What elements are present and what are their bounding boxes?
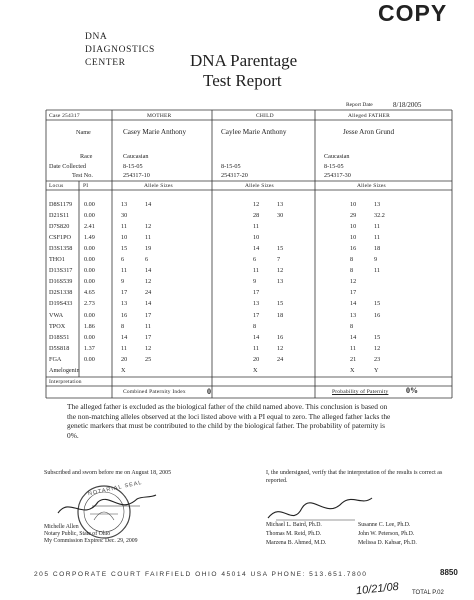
lab-name-line3: CENTER bbox=[85, 58, 126, 68]
allele-c-1: 11 bbox=[253, 267, 259, 275]
report-date-label: Report Date bbox=[346, 102, 373, 108]
locus-name: D7S820 bbox=[49, 223, 70, 231]
allele-m-2: 14 bbox=[145, 201, 152, 208]
staff-1-right: Susanne C. Lee, Ph.D. bbox=[358, 522, 411, 528]
allele-c-1: 20 bbox=[253, 355, 260, 363]
allele-m-2: 17 bbox=[145, 311, 152, 319]
allele-c-1: X bbox=[253, 366, 258, 374]
allele-m-1: 14 bbox=[121, 333, 128, 341]
allele-c-1: 14 bbox=[253, 333, 260, 341]
allele-f-2: 11 bbox=[374, 223, 380, 231]
allele-m-2: 19 bbox=[145, 245, 152, 253]
locus-name: Amelogenin bbox=[49, 366, 80, 374]
notary-seal-text: NOTARIAL SEAL bbox=[87, 479, 144, 498]
allele-f-1: 12 bbox=[350, 278, 357, 286]
allele-c-1: 11 bbox=[253, 223, 259, 231]
child-date: 8-15-05 bbox=[221, 163, 241, 170]
allele-f-2: 15 bbox=[374, 333, 381, 341]
staff-3-right: Melissa D. Kahsar, Ph.D. bbox=[358, 540, 417, 546]
allele-m-1: 11 bbox=[121, 344, 127, 352]
allele-f-1: 29 bbox=[350, 212, 357, 220]
notary-name: Michelle Allen bbox=[44, 524, 79, 530]
allele-m-1: 15 bbox=[121, 245, 128, 253]
allele-c-1: 14 bbox=[253, 245, 260, 253]
locus-pi: 0.00 bbox=[84, 212, 95, 220]
allele-m-2: 11 bbox=[145, 234, 151, 242]
allele-f-1: 13 bbox=[350, 311, 357, 319]
allele-f-2: 15 bbox=[374, 300, 381, 308]
allele-c-1: 6 bbox=[253, 256, 257, 264]
mother-date: 8-15-05 bbox=[123, 163, 143, 170]
allele-f-1: 10 bbox=[350, 223, 357, 231]
locus-pi: 1.86 bbox=[84, 322, 95, 330]
locus-pi: 1.37 bbox=[84, 344, 95, 352]
footer-address: 205 CORPORATE COURT FAIRFIELD OHIO 45014 USA PHONE: 513.651.7800 bbox=[34, 571, 368, 578]
locus-pi: 0.00 bbox=[84, 256, 95, 264]
locus-pi: 0.00 bbox=[84, 245, 95, 253]
col-header-child: CHILD bbox=[256, 113, 274, 119]
locus-name: FGA bbox=[49, 355, 62, 363]
locus-name: D8S1179 bbox=[49, 201, 73, 208]
allele-c-1: 17 bbox=[253, 311, 260, 319]
locus-name: D18S51 bbox=[49, 333, 70, 341]
mother-name: Casey Marie Anthony bbox=[123, 128, 187, 136]
allele-m-2: 25 bbox=[145, 355, 152, 363]
allele-m-2: 12 bbox=[145, 278, 152, 286]
allele-m-1: 17 bbox=[121, 289, 128, 297]
allele-f-1: 16 bbox=[350, 245, 357, 253]
allele-header-mother: Allele Sizes bbox=[144, 183, 173, 189]
father-name: Jesse Aron Grund bbox=[343, 128, 395, 136]
locus-pi: 4.65 bbox=[84, 289, 95, 297]
locus-pi: 2.41 bbox=[84, 223, 95, 231]
father-race: Caucasian bbox=[324, 153, 350, 160]
allele-c-1: 10 bbox=[253, 234, 260, 242]
allele-c-2: 13 bbox=[277, 278, 284, 286]
allele-m-1: X bbox=[121, 366, 126, 374]
allele-f-2: 32.2 bbox=[374, 212, 385, 220]
locus-pi: 0.00 bbox=[84, 311, 95, 319]
row-label-race: Race bbox=[80, 153, 93, 160]
locus-name: D2S1338 bbox=[49, 289, 73, 297]
allele-c-1: 9 bbox=[253, 278, 257, 286]
locus-pi: 2.73 bbox=[84, 300, 95, 308]
handwritten-date: 10/21/08 bbox=[355, 580, 400, 598]
case-number: Case 254317 bbox=[49, 113, 80, 119]
child-name: Caylee Marie Anthony bbox=[221, 128, 287, 136]
locus-name: D21S11 bbox=[49, 212, 70, 220]
fax-mark: 8850 bbox=[440, 568, 458, 577]
allele-f-2: 11 bbox=[374, 267, 380, 275]
cpi-value: 0 bbox=[207, 387, 211, 396]
mother-race: Caucasian bbox=[123, 153, 149, 160]
allele-c-1: 13 bbox=[253, 300, 260, 308]
allele-m-2: 11 bbox=[145, 322, 151, 330]
allele-c-1: 11 bbox=[253, 344, 259, 352]
allele-f-2: 23 bbox=[374, 355, 381, 363]
allele-m-1: 20 bbox=[121, 355, 128, 363]
allele-m-2: 17 bbox=[145, 333, 152, 341]
fax-total: TOTAL P.02 bbox=[412, 590, 444, 596]
allele-m-1: 11 bbox=[121, 267, 127, 275]
allele-f-1: 8 bbox=[350, 322, 354, 330]
allele-f-2: 16 bbox=[374, 311, 381, 319]
lab-name-line1: DNA bbox=[85, 32, 108, 42]
allele-c-2: 15 bbox=[277, 300, 284, 308]
probability-value: 0% bbox=[406, 386, 418, 395]
allele-f-1: 8 bbox=[350, 267, 354, 275]
report-title-line1: DNA Parentage bbox=[190, 51, 298, 70]
pi-header: PI bbox=[83, 183, 89, 189]
allele-f-2: 9 bbox=[374, 256, 378, 264]
locus-name: TPOX bbox=[49, 322, 66, 330]
allele-m-2: 12 bbox=[145, 223, 152, 231]
row-label-name: Name bbox=[76, 129, 91, 136]
allele-f-1: 14 bbox=[350, 300, 357, 308]
allele-c-2: 12 bbox=[277, 344, 284, 352]
locus-name: VWA bbox=[49, 311, 64, 319]
allele-f-2: 13 bbox=[374, 201, 381, 208]
locus-name: D5S818 bbox=[49, 344, 70, 352]
sworn-statement: Subscribed and sworn before me on August 18, 2005 bbox=[44, 470, 172, 476]
allele-f-1: X bbox=[350, 366, 355, 374]
allele-f-1: 21 bbox=[350, 355, 357, 363]
copy-stamp: COPY bbox=[378, 0, 448, 26]
allele-m-2: 14 bbox=[145, 267, 152, 275]
row-label-date: Date Collected bbox=[49, 163, 86, 170]
allele-c-2: 15 bbox=[277, 245, 284, 253]
allele-header-child: Allele Sizes bbox=[245, 183, 274, 189]
allele-m-1: 30 bbox=[121, 212, 128, 220]
verification-statement: I, the undersigned, verify that the interpretation of the results is correct as reported. bbox=[266, 470, 443, 484]
allele-f-2: 18 bbox=[374, 245, 381, 253]
locus-name: D19S433 bbox=[49, 300, 73, 308]
allele-c-1: 28 bbox=[253, 212, 260, 220]
allele-m-2: 12 bbox=[145, 344, 152, 352]
allele-header-father: Allele Sizes bbox=[357, 183, 386, 189]
allele-c-2: 18 bbox=[277, 311, 284, 319]
locus-pi: 0.00 bbox=[84, 267, 95, 275]
mother-test: 254317-10 bbox=[123, 172, 150, 179]
allele-c-2: 24 bbox=[277, 355, 284, 363]
allele-c-2: 12 bbox=[277, 267, 284, 275]
locus-pi: 0.00 bbox=[84, 355, 95, 363]
conclusion-paragraph: The alleged father is excluded as the biological father of the child named above. This conclusion is based on the non-matching alleles observed at the loci listed above with a PI equal to zero. The alleged father lacks the genetic markers that must be contributed to the child by the biological father. The probability of paternity is 0%. bbox=[67, 402, 391, 440]
allele-m-2: 24 bbox=[145, 289, 152, 297]
locus-name: D3S1358 bbox=[49, 245, 73, 253]
allele-m-1: 16 bbox=[121, 311, 128, 319]
locus-pi: 0.00 bbox=[84, 278, 95, 286]
allele-f-2: Y bbox=[374, 366, 379, 374]
allele-m-1: 8 bbox=[121, 322, 125, 330]
notary-commission: My Commission Expires: Dec. 29, 2009 bbox=[44, 538, 138, 544]
allele-m-1: 9 bbox=[121, 278, 125, 286]
lab-name-line2: DIAGNOSTICS bbox=[85, 45, 155, 55]
allele-m-1: 13 bbox=[121, 300, 128, 308]
row-label-test: Test No. bbox=[72, 172, 93, 179]
allele-m-1: 6 bbox=[121, 256, 125, 264]
col-header-father: Alleged FATHER bbox=[348, 113, 390, 119]
locus-name: THO1 bbox=[49, 256, 65, 264]
allele-m-2: 6 bbox=[145, 256, 149, 264]
allele-c-2: 30 bbox=[277, 212, 284, 220]
allele-f-1: 8 bbox=[350, 256, 354, 264]
staff-2-left: Thomas M. Reid, Ph.D. bbox=[266, 531, 322, 537]
report-date: 8/18/2005 bbox=[393, 101, 422, 109]
allele-m-1: 13 bbox=[121, 201, 128, 208]
locus-pi: 1.49 bbox=[84, 234, 95, 242]
child-test: 254317-20 bbox=[221, 172, 248, 179]
father-date: 8-15-05 bbox=[324, 163, 344, 170]
staff-2-right: John W. Peterson, Ph.D. bbox=[358, 531, 415, 537]
allele-f-1: 11 bbox=[350, 344, 356, 352]
locus-header: Locus bbox=[49, 183, 64, 189]
staff-3-left: Marzena B. Ahmed, M.D. bbox=[266, 540, 327, 546]
allele-f-2: 12 bbox=[374, 344, 381, 352]
notary-title: Notary Public, State of Ohio bbox=[44, 531, 111, 537]
allele-f-1: 10 bbox=[350, 201, 357, 208]
col-header-mother: MOTHER bbox=[147, 113, 172, 119]
probability-label: Probability of Paternity bbox=[332, 389, 389, 395]
allele-m-2: 14 bbox=[145, 300, 152, 308]
allele-f-2: 11 bbox=[374, 234, 380, 242]
allele-c-2: 7 bbox=[277, 256, 281, 264]
report-title-line2: Test Report bbox=[203, 71, 282, 90]
allele-m-1: 11 bbox=[121, 223, 127, 231]
allele-f-1: 14 bbox=[350, 333, 357, 341]
locus-name: CSF1PO bbox=[49, 234, 72, 242]
allele-f-1: 10 bbox=[350, 234, 357, 242]
staff-1-left: Michael L. Baird, Ph.D. bbox=[266, 522, 322, 528]
cpi-label: Combined Paternity Index bbox=[123, 389, 186, 395]
interpretation-label: Interpretation bbox=[49, 379, 82, 385]
allele-m-1: 10 bbox=[121, 234, 128, 242]
allele-c-1: 8 bbox=[253, 322, 257, 330]
locus-name: D16S539 bbox=[49, 278, 73, 286]
allele-c-1: 12 bbox=[253, 201, 260, 208]
locus-pi: 0.00 bbox=[84, 333, 95, 341]
allele-c-2: 16 bbox=[277, 333, 284, 341]
locus-pi: 0.00 bbox=[84, 201, 95, 208]
allele-f-1: 17 bbox=[350, 289, 357, 297]
allele-c-2: 13 bbox=[277, 201, 284, 208]
father-test: 254317-30 bbox=[324, 172, 351, 179]
allele-c-1: 17 bbox=[253, 289, 260, 297]
locus-name: D13S317 bbox=[49, 267, 73, 275]
